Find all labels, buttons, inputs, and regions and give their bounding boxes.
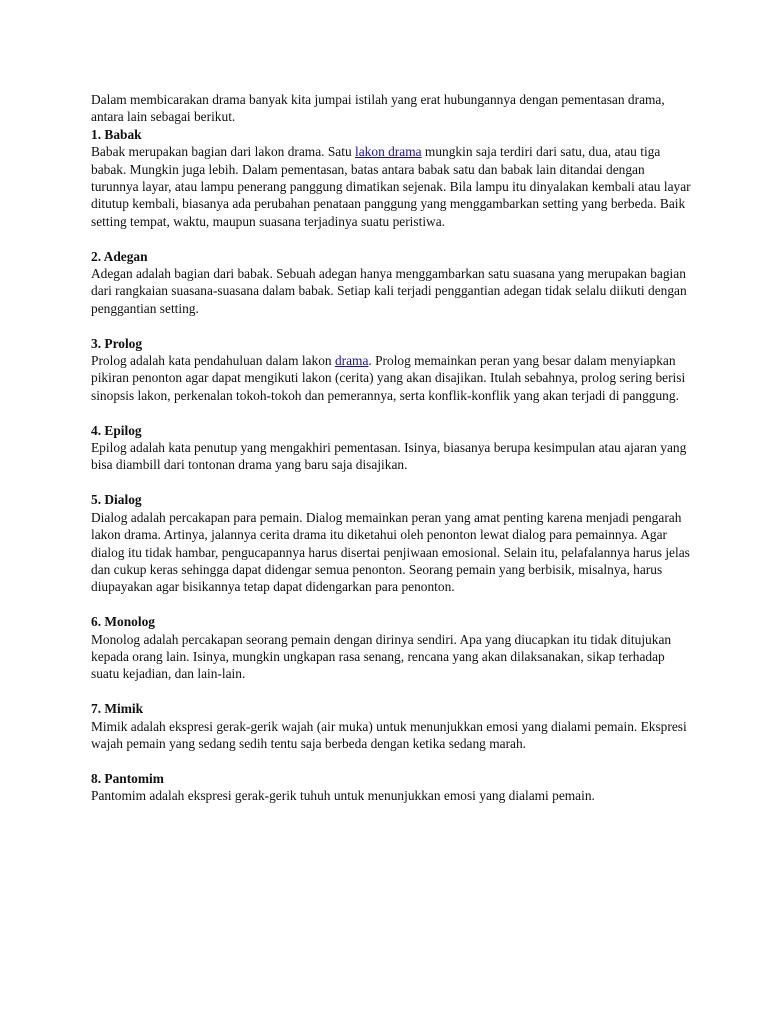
section-prolog <box>91 335 691 405</box>
body-text-continued: mungkin saja terdiri dari satu, dua, atau tiga babak. Mungkin juga lebih. Dalam pementasan, batas antara babak satu dan babak lain ditandai dengan turunnya layar, atau lampu penerang panggung dimatikan sejenak. Bila lampu itu dinyalakan kembali atau layar ditutup kembali, biasanya ada perubahan penataan panggung yang menggambarkan setting yang berbeda. Baik setting tempat, waktu, maupun suasana terjadinya suatu peristiwa. <box>91 144 691 229</box>
section-body: Adegan adalah bagian dari babak. Sebuah adegan hanya menggambarkan satu suasana yang merupakan bagian dari rangkaian suasana-suasana dalam babak. Setiap kali terjadi penggantian adegan tidak selalu diikuti dengan penggantian setting. <box>91 266 687 316</box>
section-monolog <box>91 613 691 683</box>
section-body: Mimik adalah ekspresi gerak-gerik wajah (air muka) untuk menunjukkan emosi yang dialami pemain. Ekspresi wajah pemain yang sedang sedih tentu saja berbeda dengan ketika sedang marah. <box>91 718 687 751</box>
section-heading: 6. Monolog <box>91 614 155 630</box>
section-body: Epilog adalah kata penutup yang mengakhiri pementasan. Isinya, biasanya berupa kesimpulan atau ajaran yang bisa diambill dari tontonan drama yang baru saja disajikan. <box>91 440 687 473</box>
section-body: Dialog adalah percakapan para pemain. Dialog memainkan peran yang amat penting karena menjadi pengarah lakon drama. Artinya, jalannya cerita drama itu diketahui oleh penonton lewat dialog para pemainnya. Agar dialog itu tidak hambar, pengucapannya harus disertai penjiwaan emosional. Selain itu, pelafalannya harus jelas dan cukup keras sehingga dapat didengar semua penonton. Seorang pemain yang berbisik, misalnya, harus diupayakan agar bisikannya tetap dapat didengarkan para penonton. <box>91 509 690 595</box>
body-text-continued: . Prolog memainkan peran yang besar dalam menyiapkan pikiran penonton agar dapat mengikuti lakon (cerita) yang akan disajikan. Itulah sebahnya, prolog sering berisi sinopsis lakon, perkenalan tokoh-tokoh dan pemerannya, serta konflik-konflik yang akan terjadi di panggung. <box>91 353 686 403</box>
section-adegan <box>91 248 691 318</box>
section-heading: 4. Epilog <box>91 422 142 438</box>
section-heading: 3. Prolog <box>91 335 143 351</box>
body-text: Babak merupakan bagian dari lakon drama. Satu <box>91 144 356 160</box>
section-heading: 5. Dialog <box>91 492 142 508</box>
section-body: Pantomim adalah ekspresi gerak-gerik tuhuh untuk menunjukkan emosi yang dialami pemain. <box>91 788 595 804</box>
section-babak <box>91 126 691 230</box>
section-body <box>91 352 691 404</box>
section-heading: 7. Mimik <box>91 701 144 717</box>
drama-link[interactable]: drama <box>334 353 369 369</box>
document-page <box>91 91 691 805</box>
lakon-drama-link[interactable]: lakon drama <box>355 144 422 160</box>
section-body: Monolog adalah percakapan seorang pemain dengan dirinya sendiri. Apa yang diucapkan itu tidak ditujukan kepada orang lain. Isinya, mungkin ungkapan rasa senang, rencana yang akan dilaksanakan, sikap terhadap suatu kejadian, dan lain-lain. <box>91 631 672 682</box>
section-heading: 2. Adegan <box>91 248 148 264</box>
section-epilog <box>91 422 691 474</box>
section-body <box>91 143 691 230</box>
section-mimik <box>91 700 691 752</box>
intro-paragraph: Dalam membicarakan drama banyak kita jumpai istilah yang erat hubungannya dengan pementasan drama, antara lain sebagai berikut. <box>91 92 665 125</box>
section-pantomim <box>91 770 691 805</box>
section-heading: 1. Babak <box>91 126 142 142</box>
section-heading: 8. Pantomim <box>91 770 164 786</box>
body-text: Prolog adalah kata pendahuluan dalam lakon <box>91 353 335 369</box>
section-dialog <box>91 491 691 595</box>
